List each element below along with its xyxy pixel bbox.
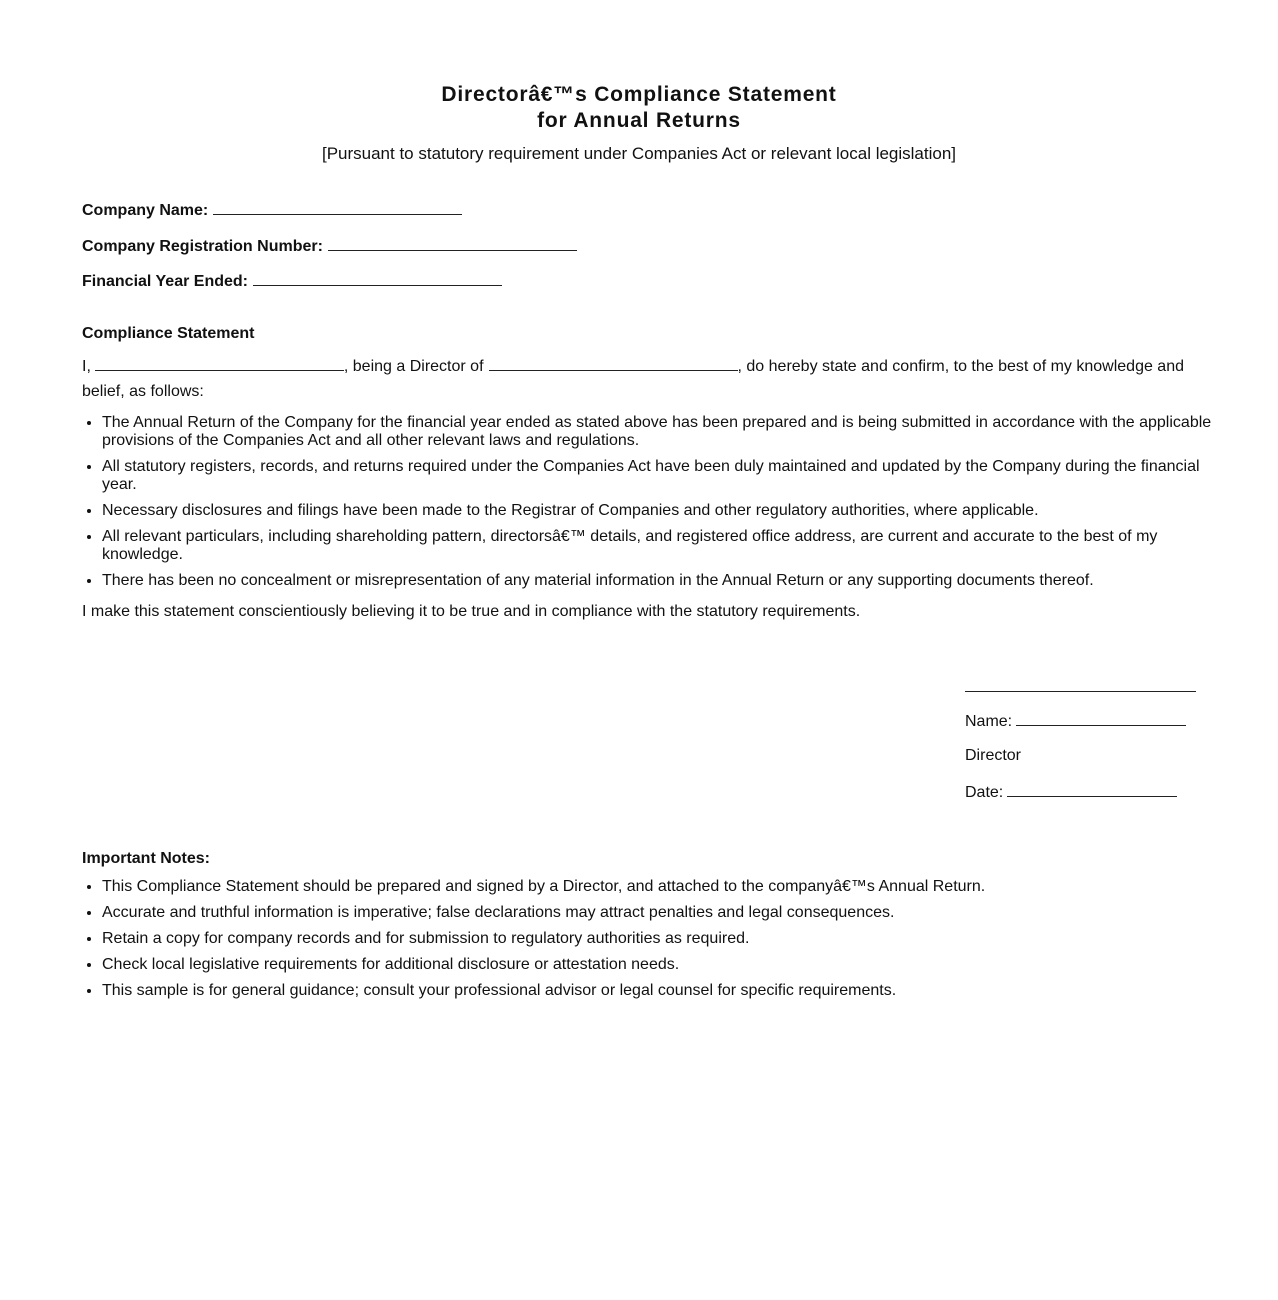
financial-year-blank xyxy=(253,270,502,286)
compliance-heading: Compliance Statement xyxy=(82,325,255,342)
title-line-2: for Annual Returns xyxy=(537,109,741,132)
compliance-list xyxy=(82,414,1212,598)
note-item: • Accurate and truthful information is imperative; false declarations may attract penalties and legal consequences. xyxy=(102,904,1212,922)
financial-year-field xyxy=(82,270,502,292)
compliance-closing: I make this statement conscientiously believing it to be true and in compliance with the statutory requirements. xyxy=(82,603,861,620)
signature-date-label: Date: xyxy=(965,784,1004,801)
director-name-blank xyxy=(95,355,344,371)
note-item: • Retain a copy for company records and for submission to regulatory authorities as required. xyxy=(102,930,1212,948)
signature-name-field xyxy=(965,710,1186,732)
signature-date-blank xyxy=(1007,781,1177,797)
compliance-intro xyxy=(82,354,1196,404)
financial-year-label: Financial Year Ended: xyxy=(82,273,248,290)
compliance-item: • Necessary disclosures and filings have been made to the Registrar of Companies and other regulatory authorities, where applicable. xyxy=(102,502,1212,520)
title-line-1: Directorâ€™s Compliance Statement xyxy=(441,83,837,106)
intro-prefix: I, xyxy=(82,358,91,375)
document-subtitle: [Pursuant to statutory requirement under Companies Act or relevant local legislation] xyxy=(321,144,957,163)
registration-number-label: Company Registration Number: xyxy=(82,238,323,255)
registration-number-field xyxy=(82,235,577,257)
document-title xyxy=(82,82,1196,134)
note-item: • Check local legislative requirements for additional disclosure or attestation needs. xyxy=(102,956,1212,974)
intro-middle: , being a Director of xyxy=(343,358,484,375)
compliance-item: • The Annual Return of the Company for the financial year ended as stated above has been prepared and is being submitted in accordance with the applicable provisions of the Companies Act and all other relevant laws and regulations. xyxy=(102,414,1212,450)
company-name-blank xyxy=(213,199,462,215)
company-name-field xyxy=(82,199,462,221)
signature-name-label: Name: xyxy=(965,713,1013,730)
registration-number-blank xyxy=(328,235,577,251)
note-item: • This Compliance Statement should be prepared and signed by a Director, and attached to the companyâ€™s Annual Return. xyxy=(102,878,1212,896)
compliance-item: • All relevant particulars, including shareholding pattern, directorsâ€™ details, and registered office address, are current and accurate to the best of my knowledge. xyxy=(102,528,1212,564)
signature-line xyxy=(965,691,1196,692)
notes-heading: Important Notes: xyxy=(82,850,210,867)
compliance-item: • There has been no concealment or misrepresentation of any material information in the Annual Return or any supporting documents thereof. xyxy=(102,572,1212,590)
company-blank xyxy=(489,355,738,371)
signature-name-blank xyxy=(1016,710,1186,726)
signature-role: Director xyxy=(965,747,1022,764)
intro-suffix: , do hereby state and confirm, to the best of my knowledge and belief, as follows: xyxy=(82,358,1184,400)
company-name-label: Company Name: xyxy=(82,202,209,219)
note-item: • This sample is for general guidance; consult your professional advisor or legal counsel for specific requirements. xyxy=(102,982,1212,1000)
compliance-item: • All statutory registers, records, and returns required under the Companies Act have been duly maintained and updated by the Company during the financial year. xyxy=(102,458,1212,494)
signature-date-field xyxy=(965,781,1177,803)
notes-list xyxy=(82,878,1212,1008)
